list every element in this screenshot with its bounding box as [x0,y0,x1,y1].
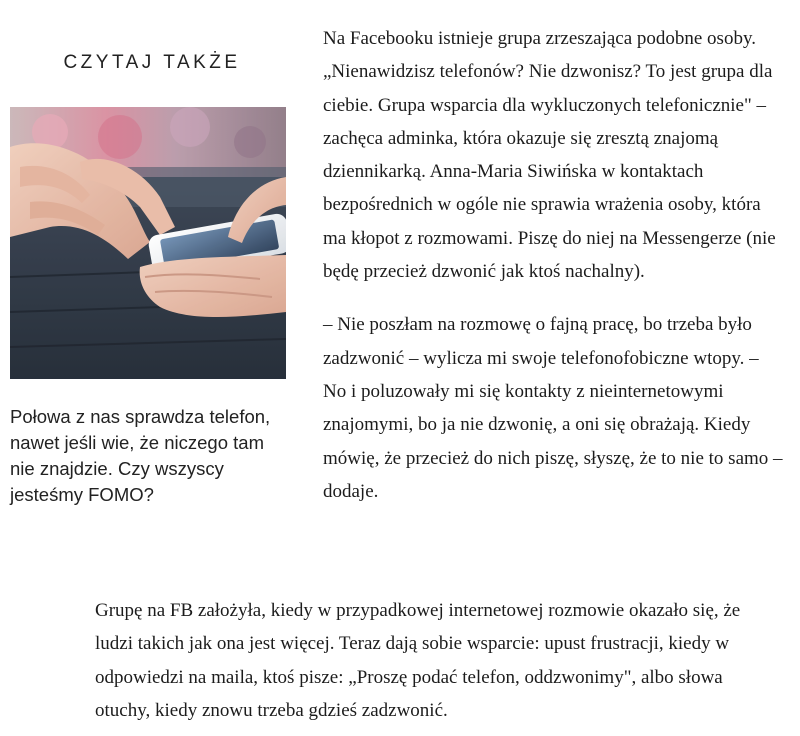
related-article-sidebar [10,52,292,508]
article-paragraph: – Nie poszłam na rozmowę o fajną pracę, bo trzeba było zadzwonić – wylicza mi swoje telefonofobiczne wtopy. – No i poluzowały mi się kontakty z nieinternetowymi znajomymi, bo ja nie dzwonię, a oni się obrażają. Kiedy mówię, że przecież do nich piszę, słyszę, że to nie to samo – dodaje. [323,314,783,502]
related-article-title[interactable]: Połowa z nas sprawdza telefon, nawet jeśli wie, że niczego tam nie znajdzie. Czy wszyscy jesteśmy FOMO? [10,406,271,505]
article-paragraph: Na Facebooku istnieje grupa zrzeszająca podobne osoby. „Nienawidzisz telefonów? Nie dzwonisz? To jest grupa dla ciebie. Grupa wsparcia dla wykluczonych telefonicznie" – zachęca adminka, która okazuje się zresztą znajomą dziennikarką. Anna-Maria Siwińska w kontaktach bezpośrednich w ogóle nie sprawia wrażenia osoby, która ma kłopot z rozmowami. Piszę do niej na Messengerze (nie będę przecież dzwonić jak ktoś nachalny). [323,28,776,283]
related-heading: CZYTAJ TAKŻE [63,52,241,73]
related-article-thumbnail[interactable] [10,107,286,379]
hands-holding-phone-photo-icon [10,107,286,379]
article-paragraph: Grupę na FB założyła, kiedy w przypadkowej internetowej rozmowie okazało się, że ludzi takich jak ona jest więcej. Teraz dają sobie wsparcie: upust frustracji, kiedy w odpowiedzi na maila, ktoś pisze: „Proszę podać telefon, oddzwonimy", albo słowa otuchy, kiedy znowu trzeba gdzieś zadzwonić. [95,600,741,721]
article-body [323,22,783,528]
